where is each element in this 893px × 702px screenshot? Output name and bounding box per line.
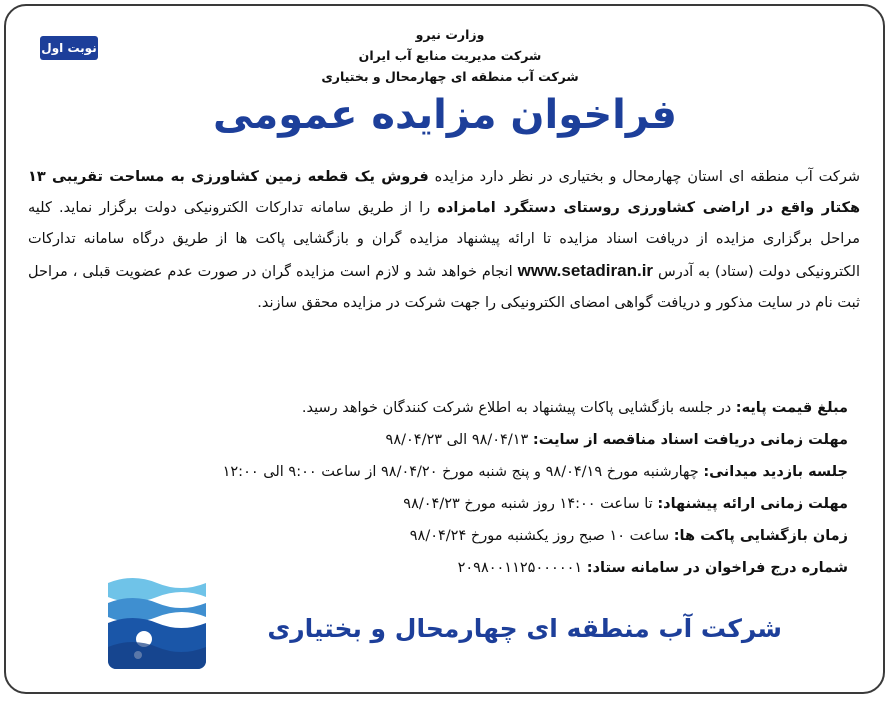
detail-value: ساعت ۱۰ صبح روز یکشنبه مورخ ۹۸/۰۴/۲۴ xyxy=(409,528,674,544)
issuer-header xyxy=(150,24,750,87)
auction-details xyxy=(28,392,848,584)
detail-value: در جلسه بازگشایی پاکات پیشنهاد به اطلاع شرکت کنندگان خواهد رسید. xyxy=(301,400,736,416)
detail-value: ۲۰۹۸۰۰۱۱۲۵۰۰۰۰۰۱ xyxy=(457,560,587,576)
detail-label: شماره درج فراخوان در سامانه ستاد: xyxy=(586,560,848,576)
body-intro: شرکت آب منطقه ای استان چهارمحال و بختیاری در نظر دارد مزایده xyxy=(428,169,860,185)
ministry-name: وزارت نیرو xyxy=(415,27,485,42)
detail-label: مهلت زمانی دریافت اسناد مناقصه از سایت: xyxy=(532,432,848,448)
regional-company-name: شرکت آب منطقه ای چهارمحال و بختیاری xyxy=(321,69,579,84)
detail-site-visit xyxy=(28,456,848,488)
body-registration: انجام خواهد شد و لازم است مزایده گران در صورت عدم عضویت قبلی ، مراحل ثبت نام در سایت مذکور و دریافت گواهی امضای الکترونیکی را جهت شرکت در مزایده محقق سازند. xyxy=(28,264,860,311)
detail-value: چهارشنبه مورخ ۹۸/۰۴/۱۹ و پنج شنبه مورخ ۹۸/۰۴/۲۰ از ساعت ۹:۰۰ الی ۱۲:۰۰ xyxy=(222,464,704,480)
notice-title: فراخوان مزایده عمومی xyxy=(213,92,677,138)
detail-value: تا ساعت ۱۴:۰۰ روز شنبه مورخ ۹۸/۰۴/۲۳ xyxy=(403,496,658,512)
water-waves-icon xyxy=(108,573,206,669)
detail-label: زمان بازگشایی پاکت ها: xyxy=(673,528,848,544)
detail-label: مبلغ قیمت پایه: xyxy=(735,400,848,416)
setad-website-link[interactable]: www.setadiran.ir xyxy=(517,261,654,280)
detail-opening-time xyxy=(28,520,848,552)
edition-badge: نوبت اول xyxy=(40,36,98,60)
parent-company-name: شرکت مدیریت منابع آب ایران xyxy=(358,48,542,63)
body-subject: فروش یک قطعه زمین کشاورزی به مساحت تقریبی ۱۳ هکتار واقع در اراضی کشاورزی روستای دستگرد امامزاده xyxy=(28,169,860,216)
detail-label: جلسه بازدید میدانی: xyxy=(703,464,848,480)
body-process: را از طریق سامانه تدارکات الکترونیکی دولت برگزار نماید. کلیه مراحل برگزاری مزایده از دریافت اسناد مزایده تا ارائه پیشنهاد مزایده گران و بازگشایی پاکت ها از طریق درگاه سامانه تدارکات الکترونیکی دولت (ستاد) به آدرس xyxy=(28,200,860,280)
detail-document-period xyxy=(28,424,848,456)
detail-label: مهلت زمانی ارائه پیشنهاد: xyxy=(657,496,848,512)
detail-base-price xyxy=(28,392,848,424)
water-company-logo xyxy=(108,573,206,669)
notice-body xyxy=(28,162,860,319)
detail-value: ۹۸/۰۴/۱۳ الی ۹۸/۰۴/۲۳ xyxy=(385,432,533,448)
detail-bid-deadline xyxy=(28,488,848,520)
footer-company-name: شرکت آب منطقه ای چهارمحال و بختیاری xyxy=(267,614,782,643)
